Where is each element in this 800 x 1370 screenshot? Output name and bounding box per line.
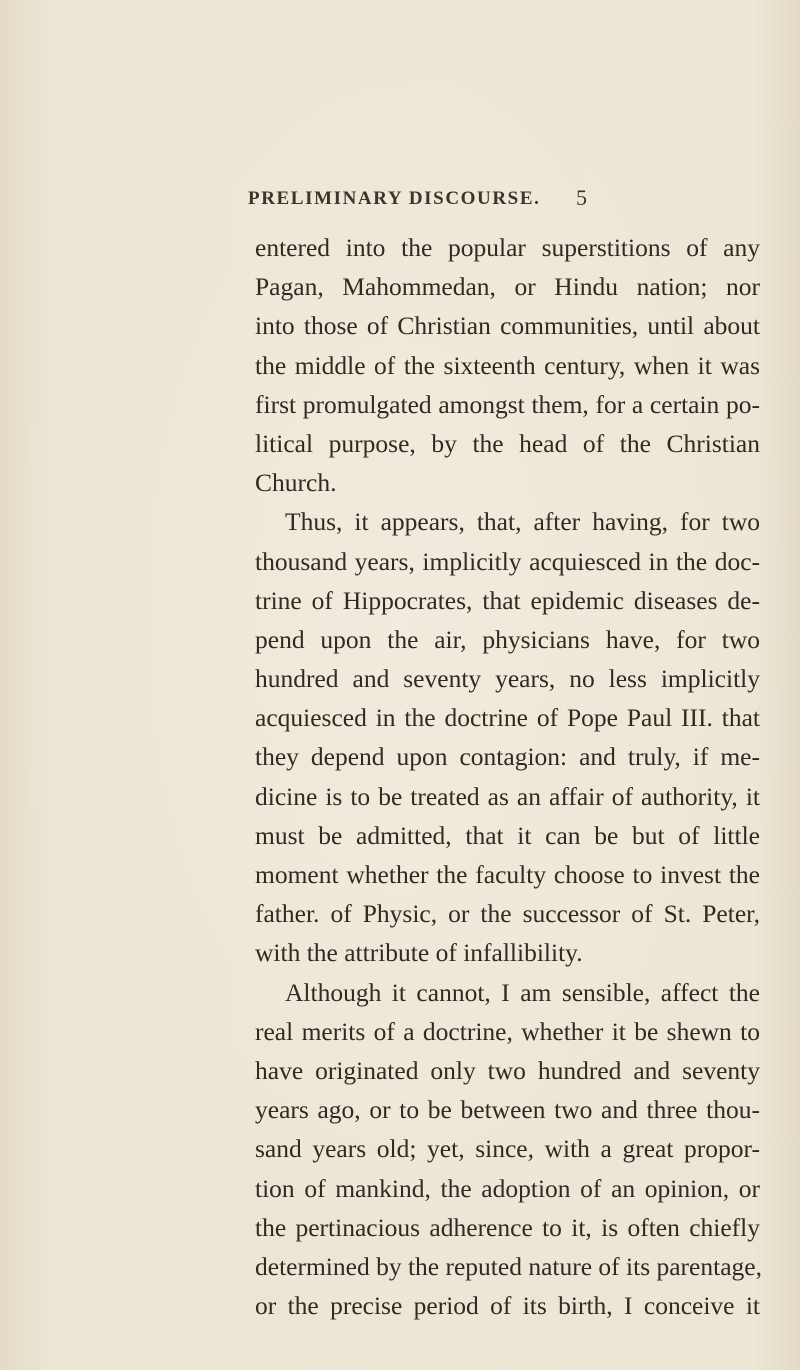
text-line: first promulgated amongst them, for a certain po- (255, 389, 760, 419)
text-line: or the precise period of its birth, I conceive it (255, 1291, 760, 1321)
text-line: years ago, or to be between two and three thou- (255, 1095, 760, 1125)
text-line: the middle of the sixteenth century, when it was (255, 350, 760, 380)
page-number: 5 (576, 185, 587, 210)
text-line: Although it cannot, I am sensible, affect the (285, 977, 760, 1007)
text-line: hundred and seventy years, no less implicitly (255, 664, 760, 694)
text-line: sand years old; yet, since, with a great propor- (255, 1134, 760, 1164)
running-title: PRELIMINARY DISCOURSE. (248, 188, 541, 209)
text-line: tion of mankind, the adoption of an opinion, or (255, 1173, 760, 1203)
text-line: Pagan, Mahommedan, or Hindu nation; nor (255, 272, 760, 302)
text-line: dicine is to be treated as an affair of authority, it (255, 781, 760, 811)
text-line: Church. (255, 468, 337, 498)
text-line: acquiesced in the doctrine of Pope Paul III. that (255, 703, 760, 733)
text-line: with the attribute of infallibility. (255, 938, 583, 968)
text-line: real merits of a doctrine, whether it be shewn to (255, 1016, 760, 1046)
text-line: have originated only two hundred and seventy (255, 1055, 760, 1085)
text-line: trine of Hippocrates, that epidemic diseases de- (255, 585, 760, 615)
text-line: the pertinacious adherence to it, is often chiefly (255, 1212, 760, 1242)
text-line: litical purpose, by the head of the Christian (255, 428, 760, 458)
text-line: they depend upon contagion: and truly, if me- (255, 742, 760, 772)
text-line: moment whether the faculty choose to invest the (255, 860, 760, 889)
text-line: pend upon the air, physicians have, for two (255, 624, 760, 654)
text-line: thousand years, implicitly acquiesced in the doc- (255, 546, 760, 576)
text-line: determined by the reputed nature of its parentage, (255, 1251, 762, 1281)
text-line: into those of Christian communities, until about (255, 311, 760, 341)
text-line: father. of Physic, or the successor of St. Peter, (255, 899, 760, 929)
text-line: Thus, it appears, that, after having, for two (285, 507, 760, 537)
text-line: entered into the popular superstitions of any (255, 233, 760, 262)
text-line: must be admitted, that it can be but of little (255, 820, 760, 850)
body-text (255, 228, 760, 1325)
running-head (0, 185, 800, 218)
